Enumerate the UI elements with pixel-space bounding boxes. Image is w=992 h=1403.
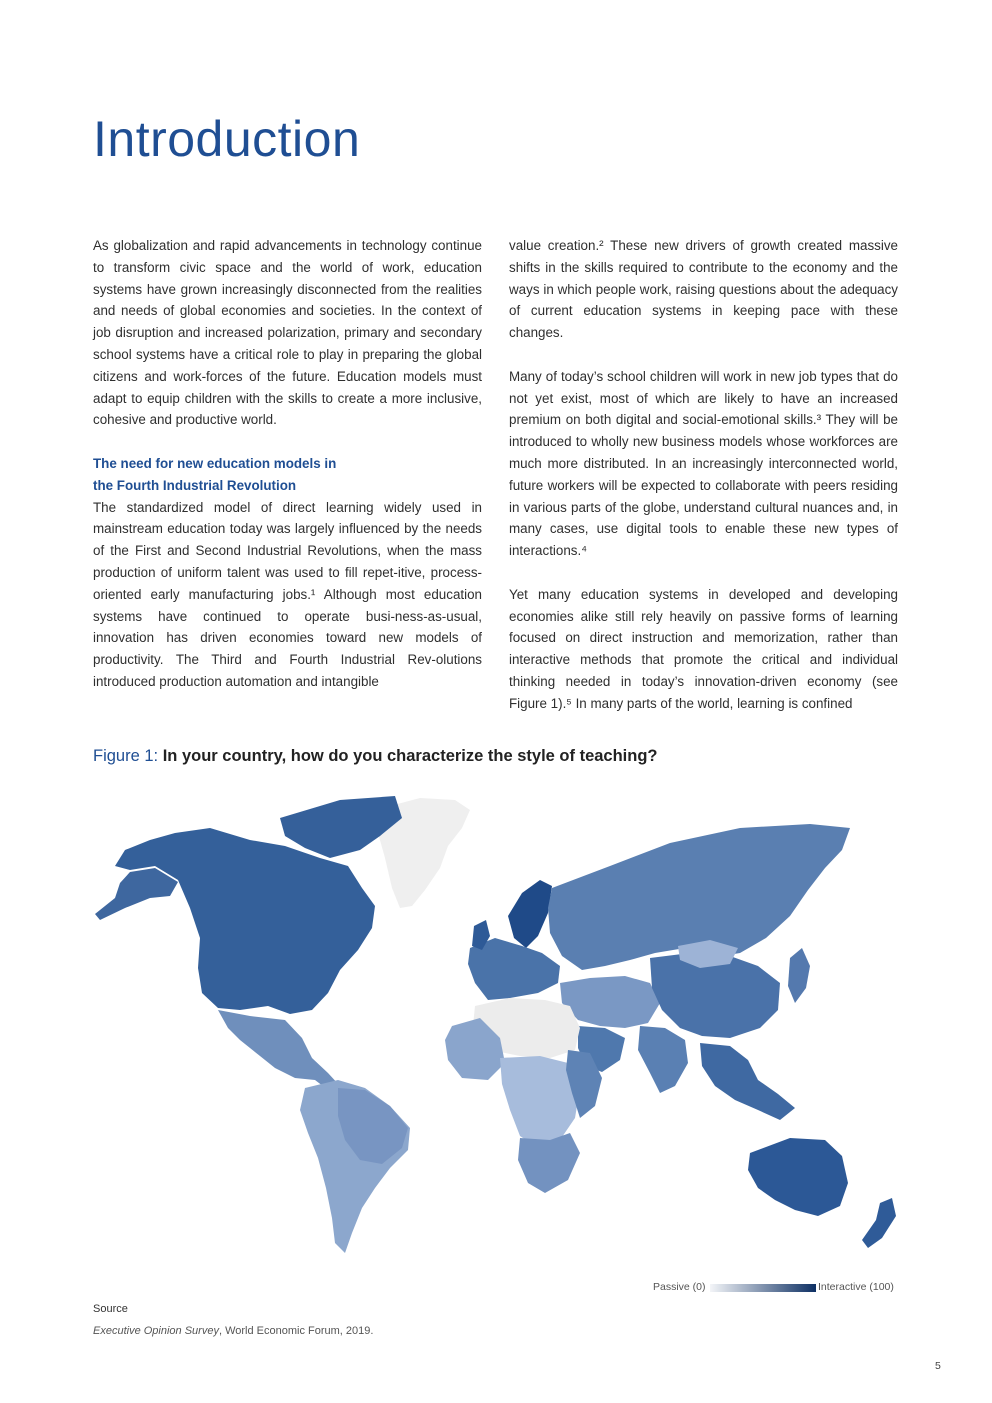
legend-low-label: Passive (0): [653, 1281, 706, 1293]
left-column: [93, 235, 482, 693]
figure-title: [93, 747, 658, 766]
legend-gradient-bar: [710, 1284, 816, 1292]
right-column: [509, 235, 898, 715]
figure-question: In your country, how do you characterize the style of teaching?: [162, 747, 658, 765]
legend-high-label: Interactive (100): [818, 1281, 894, 1293]
page-title: Introduction: [93, 111, 361, 167]
figure-label: Figure 1:: [93, 747, 159, 765]
source-label: Source: [93, 1303, 128, 1315]
paragraph: The standardized model of direct learning widely used in mainstream education today was largely influenced by the needs of the First and Second Industrial Revolutions, when the mass production of uniform talent was used to fill repet-itive, process-oriented early manufacturing jobs.¹ Although most education systems have continued to operate busi-ness-as-usual, innovation has driven economies toward new models of productivity. The Third and Fourth Industrial Rev-olutions introduced production automation and intangible: [93, 499, 482, 689]
paragraph: value creation.² These new drivers of growth created massive shifts in the skills required to contribute to the economy and the ways in which people work, raising questions about the adequacy of current education systems in keeping pace with these changes.: [509, 238, 898, 341]
paragraph: As globalization and rapid advancements in technology continue to transform civic space and the world of work, education systems have grown increasingly disconnected from the realities and needs of global economies and societies. In the context of job disruption and increased polarization, primary and secondary school systems have a critical role to play in preparing the global citizens and work-forces of the future. Education models must adapt to equip children with the skills to create a more inclusive, cohesive and productive world.: [93, 238, 482, 428]
region-southeast-asia: [700, 1043, 795, 1120]
page-number: 5: [935, 1360, 941, 1372]
map-legend: [640, 1281, 898, 1295]
paragraph: Many of today’s school children will work in new job types that do not yet exist, most of which are likely to have an increased premium on both digital and social-emotional skills.³ They will be introduced to wholly new business models whose workforces are much more distributed. In an increasingly interconnected world, future workers will be expected to collaborate with peers residing in various parts of the globe, understand cultural nuances and, in many cases, use digital tools to enable these new types of interactions.⁴: [509, 368, 898, 559]
source-survey: Executive Opinion Survey: [93, 1325, 219, 1337]
region-alaska: [95, 868, 178, 920]
region-australia: [748, 1138, 848, 1216]
paragraph: Yet many education systems in developed and developing economies alike still rely heavily on passive forms of learning focused on direct instruction and memorization, rather than interactive methods that promote the critical and individual thinking needed in today’s innovation-driven economy (see Figure 1).⁵ In many parts of the world, learning is confined: [509, 586, 898, 711]
region-central-america: [218, 1010, 340, 1093]
region-southern-africa: [518, 1133, 580, 1193]
world-map: [90, 788, 905, 1258]
region-japan: [788, 948, 810, 1003]
section-heading-line: The need for new education models in: [93, 455, 337, 471]
source-citation: [93, 1325, 373, 1337]
region-south-asia: [638, 1026, 688, 1093]
section-heading-line: the Fourth Industrial Revolution: [93, 477, 297, 493]
source-rest: , World Economic Forum, 2019.: [218, 1325, 374, 1337]
section-heading: [93, 453, 482, 497]
region-new-zealand: [862, 1198, 896, 1248]
region-scandinavia: [508, 880, 552, 948]
